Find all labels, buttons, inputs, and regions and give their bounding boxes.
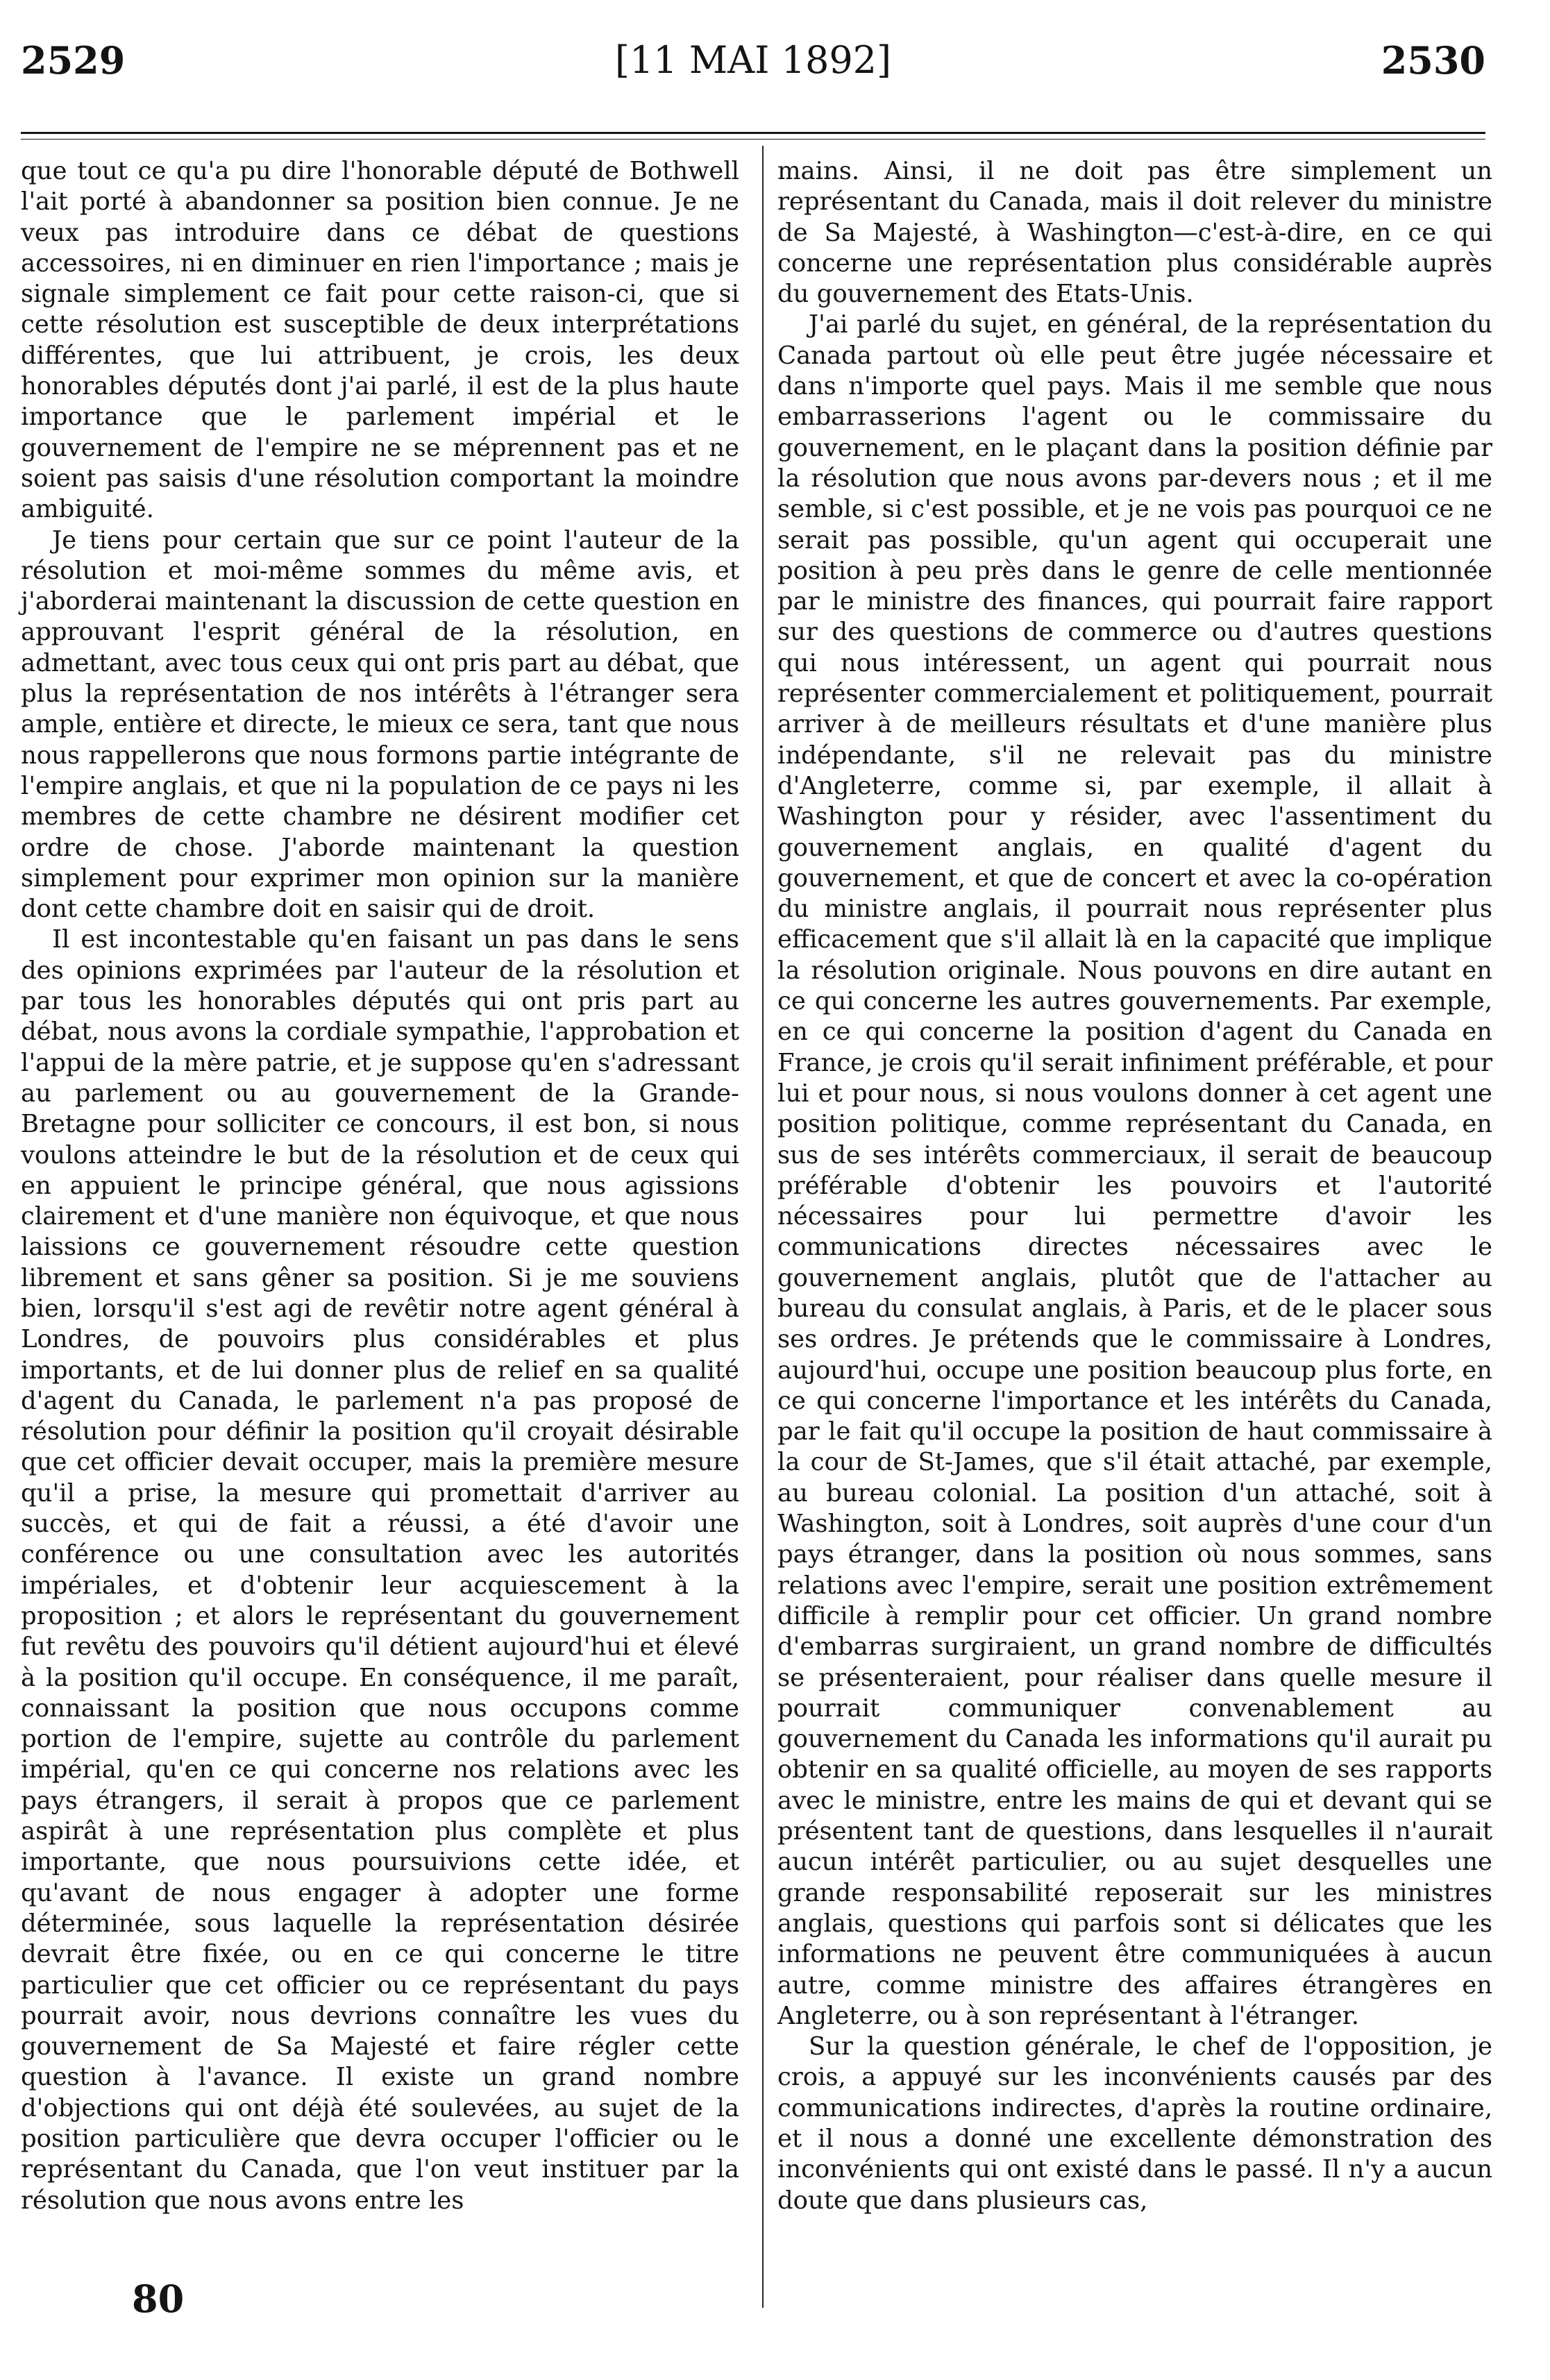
right-paragraph: J'ai parlé du sujet, en général, de la représentation du Canada partout où elle peut être jugée nécessaire et dans n'importe quel pays. Mais il me semble que nous embarrasserions l'agent ou le commissaire du gouvernement, en le plaçant dans la position définie par la résolution que nous avons par-devers nous ; et il me semble, si c'est possible, et je ne vois pas pourquoi ce ne serait pas possible, qu'un agent qui occuperait une position à peu près dans le genre de celle mentionnée par le ministre des finances, qui pourrait faire rapport sur des questions de commerce ou d'autres questions qui nous intéressent, un agent qui pourrait nous représenter commercialement et politiquement, pourrait arriver à de meilleurs résultats et d'une manière plus indépendante, s'il ne relevait pas du ministre d'Angleterre, comme si, par exemple, il allait à Washington pour y résider, avec l'assentiment du gouvernement anglais, en qualité d'agent du gouvernement, et que de concert et avec la co-opération du ministre anglais, il pourrait nous représenter plus efficacement que s'il allait là en la capacité que implique la résolution originale. Nous pouvons en dire autant en ce qui concerne les autres gouvernements. Par exemple, en ce qui concerne la position d'agent du Canada en France, je crois qu'il serait infiniment préférable, et pour lui et pour nous, si nous voulons donner à cet agent une position politique, comme représentant du Canada, en sus de ses intérêts commerciaux, il serait de beaucoup préférable d'obtenir les pouvoirs et l'autorité nécessaires pour lui permettre d'avoir les communications directes nécessaires avec le gouvernement anglais, plutôt que de l'attacher au bureau du consulat anglais, à Paris, et de le placer sous ses ordres. Je prétends que le commissaire à Londres, aujourd'hui, occupe une position beaucoup plus forte, en ce qui concerne l'importance et les intérêts du Canada, par le fait qu'il occupe la position de haut commissaire à la cour de St-James, que s'il était attaché, par exemple, au bureau colonial. La position d'un attaché, soit à Washington, soit à Londres, soit auprès d'une cour d'un pays étranger, dans la position où nous sommes, sans relations avec l'empire, serait une position extrêmement difficile à remplir pour cet officier. Un grand nombre d'embarras surgiraient, un grand nombre de difficultés se présenteraient, pour réaliser dans quelle mesure il pourrait communiquer convenablement au gouvernement du Canada les informations qu'il aurait pu obtenir en sa qualité officielle, au moyen de ses rapports avec le ministre, entre les mains de qui et devant qui se présentent tant de questions, dans lesquelles il n'aurait aucun intérêt particulier, ou au sujet desquelles une grande responsabilité reposerait sur les ministres anglais, questions qui parfois sont si délicates que les informations ne peuvent être communiquées à aucun autre, comme ministre des affaires étrangères en Angleterre, ou à son représentant à l'étranger.	[777, 310, 1492, 2030]
page-number-left: 2529	[21, 38, 126, 83]
left-paragraph: Il est incontestable qu'en faisant un pas dans le sens des opinions exprimées par l'auteur de la résolution et par tous les honorables députés qui ont pris part au débat, nous avons la cordiale sympathie, l'approbation et l'appui de la mère patrie, et je suppose qu'en s'adressant au parlement ou au gouvernement de la Grande-Bretagne pour solliciter ce concours, il est bon, si nous voulons atteindre le but de la résolution et de ceux qui en appuient le principe général, que nous agissions clairement et d'une manière non équivoque, et que nous laissions ce gouvernement résoudre cette question librement et sans gêner sa position. Si je me souviens bien, lorsqu'il s'est agi de revêtir notre agent général à Londres, de pouvoirs plus considérables et plus importants, et de lui donner plus de relief en sa qualité d'agent du Canada, le parlement n'a pas proposé de résolution pour définir la position qu'il croyait désirable que cet officier devait occuper, mais la première mesure qu'il a prise, la mesure qui promettait d'arriver au succès, et qui de fait a réussi, a été d'avoir une conférence ou une consultation avec les autorités impériales, et d'obtenir leur acquiescement à la proposition ; et alors le représentant du gouvernement fut revêtu des pouvoirs qu'il détient aujourd'hui et élevé à la position qu'il occupe. En conséquence, il me paraît, connaissant la position que nous occupons comme portion de l'empire, sujette au contrôle du parlement impérial, qu'en ce qui concerne nos relations avec les pays étrangers, il serait à propos que ce parlement aspirât à une représentation plus complète et plus importante, que nous poursuivions cette idée, et qu'avant de nous engager à adopter une forme déterminée, sous laquelle la représentation désirée devrait être fixée, ou en ce qui concerne le titre particulier que cet officier ou ce représentant du pays pourrait avoir, nous devrions connaître les vues du gouvernement de Sa Majesté et faire régler cette question à l'avance. Il existe un grand nombre d'objections qui ont déjà été soulevées, au sujet de la position particulière que devra occuper l'officier ou le représentant du Canada, que l'on veut instituer par la résolution que nous avons entre les	[21, 925, 739, 2215]
left-paragraph: Je tiens pour certain que sur ce point l'auteur de la résolution et moi-même sommes du même avis, et j'aborderai maintenant la discussion de cette question en approuvant l'esprit général de la résolution, en admettant, avec tous ceux qui ont pris part au débat, que plus la représentation de nos intérêts à l'étranger sera ample, entière et directe, le mieux ce sera, tant que nous nous rappellerons que nous formons partie intégrante de l'empire anglais, et que ni la population de ce pays ni les membres de cette chambre ne désirent modifier cet ordre de chose. J'aborde maintenant la question simplement pour exprimer mon opinion sur la manière dont cette chambre doit en saisir qui de droit.	[21, 525, 739, 924]
right-paragraph: Sur la question générale, le chef de l'opposition, je crois, a appuyé sur les inconvénients causés par des communications indirectes, d'après la routine ordinaire, et il nous a donné une excellente démonstration des inconvénients qui ont existé dans le passé. Il n'y a aucun doute que dans plusieurs cas,	[777, 2032, 1492, 2215]
column-divider	[762, 146, 764, 2308]
page-header	[21, 38, 1485, 101]
signature-number: 80	[132, 2277, 185, 2321]
right-column	[777, 156, 1492, 2216]
left-column	[21, 156, 739, 2216]
header-rule-thin	[21, 139, 1485, 140]
header-date: [11 MAI 1892]	[614, 38, 892, 82]
right-paragraph: mains. Ainsi, il ne doit pas être simplement un représentant du Canada, mais il doit relever du ministre de Sa Majesté, à Washington—c'est-à-dire, en ce qui concerne une représentation plus considérable auprès du gouvernement des Etats-Unis.	[777, 157, 1492, 309]
page-number-right: 2530	[1381, 38, 1485, 83]
left-paragraph: que tout ce qu'a pu dire l'honorable député de Bothwell l'ait porté à abandonner sa position bien connue. Je ne veux pas introduire dans ce débat de questions accessoires, ni en diminuer en rien l'importance ; mais je signale simplement ce fait pour cette raison-ci, que si cette résolution est susceptible de deux interprétations différentes, que lui attribuent, je crois, les deux honorables députés dont j'ai parlé, il est de la plus haute importance que le parlement impérial et le gouvernement de l'empire ne se méprennent pas et ne soient pas saisis d'une résolution comportant la moindre ambiguité.	[21, 157, 739, 524]
header-rule-thick	[21, 132, 1485, 134]
